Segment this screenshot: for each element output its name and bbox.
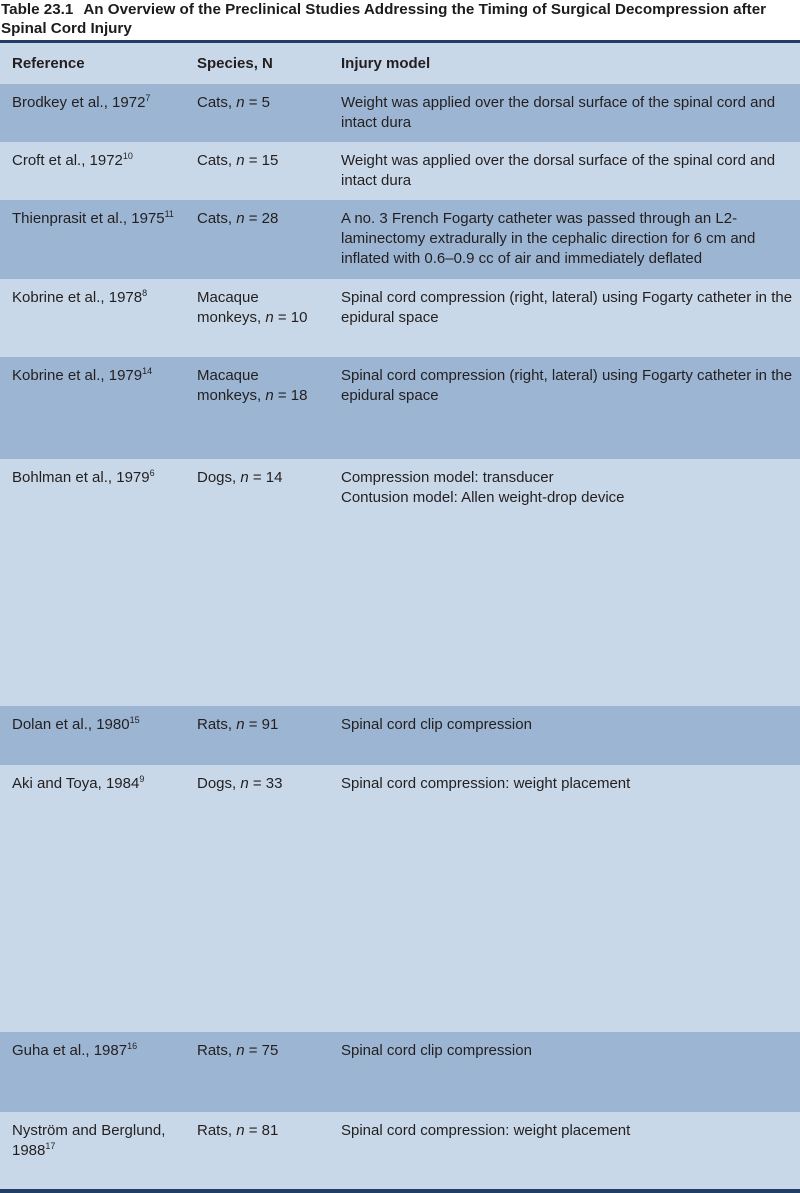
reference-cell: Kobrine et al., 1979$^{14}$ <box>12 366 153 384</box>
table-row <box>0 459 800 706</box>
table-number: Table 23.1 <box>1 1 74 18</box>
table-row <box>0 1032 800 1112</box>
species-cell: Cats, n = 15 <box>197 152 279 169</box>
table-row <box>0 142 800 200</box>
reference-cell: Thienprasit et al., 1975$^{11}$ <box>12 209 174 227</box>
table-row <box>0 706 800 765</box>
reference-cell: Nyström and Berglund, 1988$^{17}$ <box>12 1122 166 1159</box>
column-header-reference: Reference <box>12 55 85 72</box>
injury-model-cell: Spinal cord clip compression <box>341 1042 532 1059</box>
table-row <box>0 765 800 1032</box>
species-cell: Dogs, n = 33 <box>197 775 283 792</box>
species-cell: Cats, n = 5 <box>197 94 270 111</box>
table-row <box>0 357 800 459</box>
table-row <box>0 279 800 357</box>
column-header-species: Species, N <box>197 55 273 72</box>
injury-model-cell: A no. 3 French Fogarty catheter was passed through an L2-laminectomy extradurally in the cephalic direction for 6 cm and inflated with 0.6–0.9 cc of air and immediately deflated <box>341 210 756 267</box>
species-cell: Rats, n = 91 <box>197 716 279 733</box>
injury-model-cell: Spinal cord compression (right, lateral) using Fogarty catheter in the epidural space <box>341 289 793 326</box>
reference-cell: Kobrine et al., 1978$^8$ <box>12 288 148 306</box>
table-row <box>0 84 800 142</box>
injury-model-cell: Spinal cord compression: weight placement <box>341 775 631 792</box>
reference-cell: Guha et al., 1987$^{16}$ <box>12 1041 138 1059</box>
injury-model-cell: Spinal cord clip compression <box>341 716 532 733</box>
table-caption <box>0 0 800 40</box>
table-title: An Overview of the Preclinical Studies Addressing the Timing of Surgical Decompression after Spinal Cord Injury <box>1 1 767 37</box>
species-cell: Macaque monkeys, n = 10 <box>197 289 308 326</box>
injury-model-cell: Spinal cord compression: weight placement <box>341 1122 631 1139</box>
reference-cell: Dolan et al., 1980$^{15}$ <box>12 715 140 733</box>
column-header-injury-model: Injury model <box>341 55 431 72</box>
injury-model-cell: Weight was applied over the dorsal surface of the spinal cord and intact dura <box>341 152 776 189</box>
species-cell: Dogs, n = 14 <box>197 469 283 486</box>
reference-cell: Croft et al., 1972$^{10}$ <box>12 151 133 169</box>
species-cell: Macaque monkeys, n = 18 <box>197 367 308 404</box>
header-row <box>0 43 800 84</box>
injury-model-cell: Spinal cord compression (right, lateral) using Fogarty catheter in the epidural space <box>341 367 793 404</box>
injury-model-cell: Compression model: transducer Contusion model: Allen weight-drop device <box>341 469 625 506</box>
table-row <box>0 200 800 279</box>
table-row <box>0 1112 800 1189</box>
injury-model-cell: Weight was applied over the dorsal surface of the spinal cord and intact dura <box>341 94 776 131</box>
reference-cell: Brodkey et al., 1972$^7$ <box>12 93 151 111</box>
studies-table <box>0 43 800 1189</box>
species-cell: Rats, n = 81 <box>197 1122 279 1139</box>
bottom-rule <box>0 1189 800 1193</box>
reference-cell: Bohlman et al., 1979$^6$ <box>12 468 155 486</box>
reference-cell: Aki and Toya, 1984$^9$ <box>12 774 145 792</box>
species-cell: Cats, n = 28 <box>197 210 279 227</box>
species-cell: Rats, n = 75 <box>197 1042 279 1059</box>
